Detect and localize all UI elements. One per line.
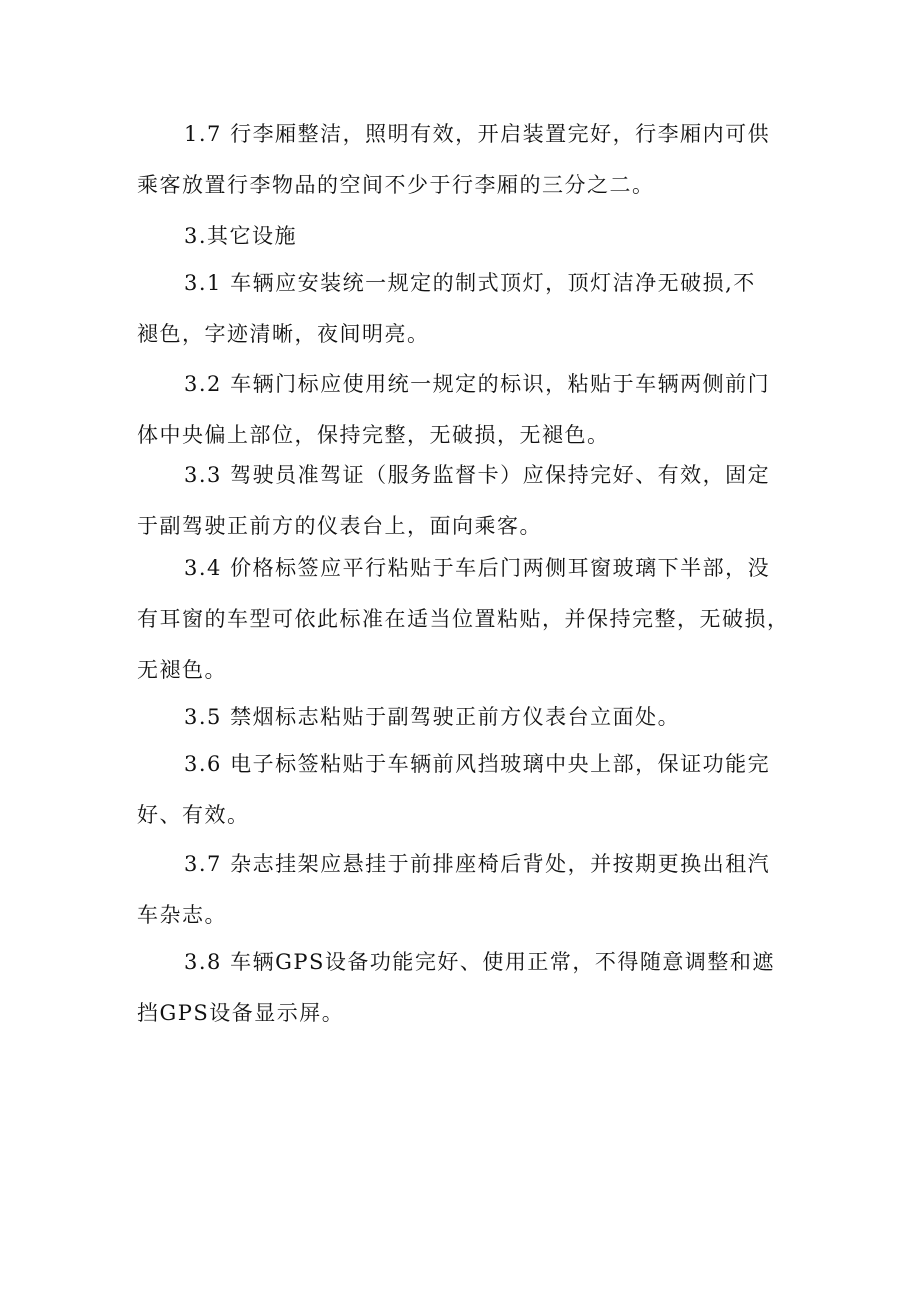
paragraph-3-6 xyxy=(137,739,797,841)
paragraph-3-2 xyxy=(137,359,797,461)
text-line: 车杂志。 xyxy=(137,903,227,927)
text-line: 挡GPS设备显示屏。 xyxy=(137,1001,345,1025)
text-line: 3.6 电子标签粘贴于车辆前风挡玻璃中央上部，保证功能完 xyxy=(184,752,771,776)
text-line: 3.其它设施 xyxy=(184,224,298,248)
paragraph-3-1 xyxy=(137,258,797,360)
section-heading-3 xyxy=(137,211,797,262)
text-line: 乘客放置行李物品的空间不少于行李厢的三分之二。 xyxy=(137,173,655,197)
text-line: 3.1 车辆应安装统一规定的制式顶灯，顶灯洁净无破损,不 xyxy=(184,271,756,295)
paragraph-3-8 xyxy=(137,937,797,1039)
paragraph-3-3 xyxy=(137,450,797,552)
text-line: 体中央偏上部位，保持完整，无破损，无褪色。 xyxy=(137,423,610,447)
text-line: 3.2 车辆门标应使用统一规定的标识，粘贴于车辆两侧前门 xyxy=(184,372,771,396)
text-line: 3.5 禁烟标志粘贴于副驾驶正前方仪表台立面处。 xyxy=(184,705,681,729)
text-line: 褪色，字迹清晰，夜间明亮。 xyxy=(137,322,430,346)
text-line: 好、有效。 xyxy=(137,803,250,827)
text-line: 于副驾驶正前方的仪表台上，面向乘客。 xyxy=(137,514,542,538)
paragraph-3-7 xyxy=(137,839,797,941)
text-line: 3.4 价格标签应平行粘贴于车后门两侧耳窗玻璃下半部，没 xyxy=(184,556,771,580)
text-line: 3.7 杂志挂架应悬挂于前排座椅后背处，并按期更换出租汽 xyxy=(184,852,771,876)
text-line: 有耳窗的车型可依此标准在适当位置粘贴，并保持完整，无破损， xyxy=(137,607,790,631)
paragraph-1-7 xyxy=(137,109,797,211)
text-line: 无褪色。 xyxy=(137,658,227,682)
text-line: 3.8 车辆GPS设备功能完好、使用正常，不得随意调整和遮 xyxy=(184,950,775,974)
text-line: 3.3 驾驶员准驾证（服务监督卡）应保持完好、有效，固定 xyxy=(184,463,771,487)
paragraph-3-4 xyxy=(137,543,797,696)
text-line: 1.7 行李厢整洁，照明有效，开启装置完好，行李厢内可供 xyxy=(184,122,771,146)
paragraph-3-5 xyxy=(137,692,797,743)
